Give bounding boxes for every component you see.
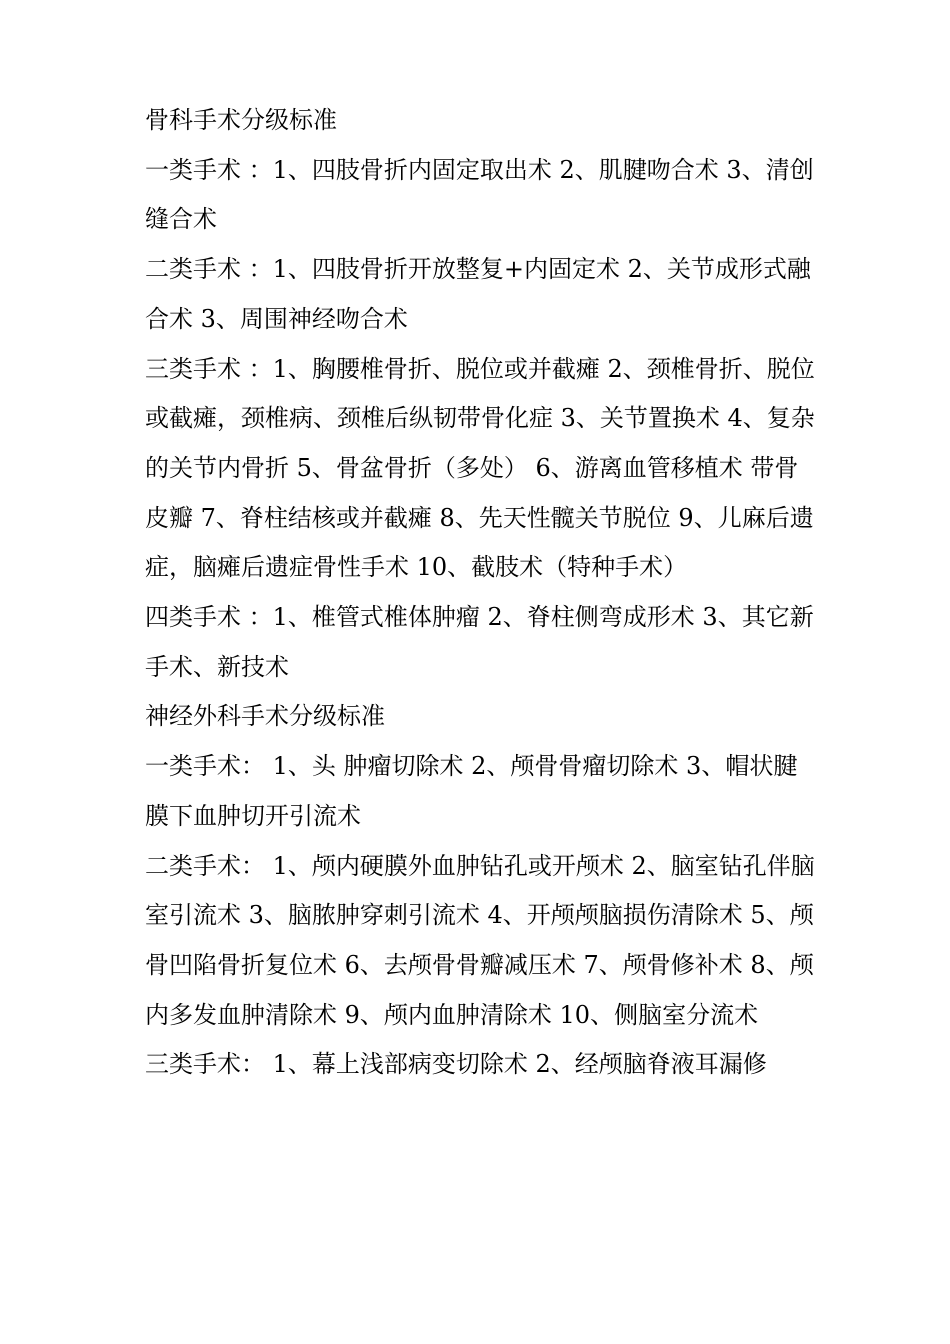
paragraph-ortho-class-4: 四类手术 ：1、椎管式椎体肿瘤 2、脊柱侧弯成形术 3、其它新手术、新技术 bbox=[145, 603, 814, 681]
paragraph-ortho-class-1: 一类手术 ：1、四肢骨折内固定取出术 2、肌腱吻合术 3、清创缝合术 bbox=[145, 155, 814, 234]
paragraph-ortho-class-2: 二类手术 ：1、四肢骨折开放整复+内固定术 2、关节成形式融合术 3、周围神经吻合术 bbox=[145, 255, 811, 333]
paragraph-neuro-class-3: 三类手术： 1、幕上浅部病变切除术 2、经颅脑脊液耳漏修 bbox=[145, 1050, 767, 1079]
document-body bbox=[145, 96, 815, 1090]
paragraph-neuro-class-1: 一类手术： 1、头 肿瘤切除术 2、颅骨骨瘤切除术 3、帽状腱膜下血肿切开引流术 bbox=[145, 752, 798, 830]
section-title-orthopedics: 骨科手术分级标准 bbox=[145, 106, 337, 134]
section-title-neurosurgery: 神经外科手术分级标准 bbox=[145, 702, 385, 731]
paragraph-neuro-class-2: 二类手术： 1、颅内硬膜外血肿钻孔或开颅术 2、脑室钻孔伴脑室引流术 3、脑脓肿穿刺引流术 4、开颅颅脑损伤清除术 5、颅骨凹陷骨折复位术 6、去颅骨骨瓣减压术 7、颅骨修补术 8、颅内多发血肿清除术 9、颅内血肿清除术 10、侧脑室分流术 bbox=[145, 851, 815, 1029]
paragraph-ortho-class-3: 三类手术 ：1、胸腰椎骨折、脱位或并截瘫 2、颈椎骨折、脱位或截瘫，颈椎病、颈椎后纵韧带骨化症 3、关节置换术 4、复杂的关节内骨折 5、骨盆骨折（多处） 6、游离血管移植术 带骨皮瓣 7、脊柱结核或并截瘫 8、先天性髋关节脱位 9、儿麻后遗症，脑瘫后遗症骨性手术 10、截肢术（特种手术） bbox=[145, 354, 815, 582]
